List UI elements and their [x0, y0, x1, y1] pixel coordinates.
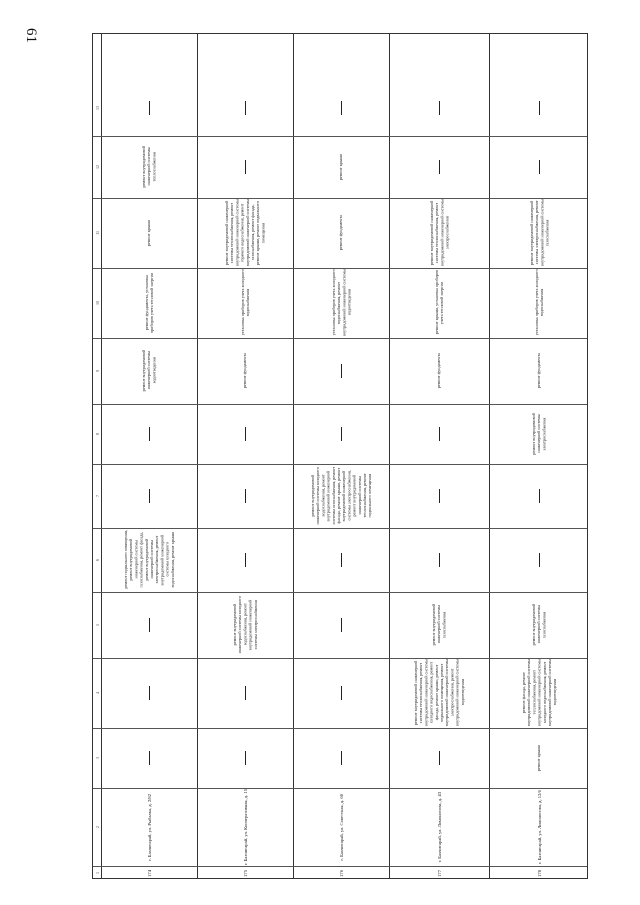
work-cell	[293, 338, 389, 404]
work-cell	[489, 404, 589, 464]
address-label: г. Бахчисарай, ул. Кооперативная, д. 15	[242, 789, 248, 865]
column-number-label: 5	[94, 624, 100, 626]
row-number-label: 177	[436, 869, 442, 877]
work-description: ремонт крыши, установка приборов учета тепловой энергии	[433, 270, 444, 336]
work-description: ремонт внутридомовой инженерной системы водоотведения	[141, 350, 157, 392]
column-number-label: 4	[94, 692, 100, 694]
work-cell	[293, 728, 389, 788]
row-number	[293, 866, 389, 880]
row-number	[101, 866, 197, 880]
work-cell	[197, 728, 293, 788]
column-number	[93, 268, 101, 338]
column-number-label: 3	[94, 757, 100, 759]
column-number	[93, 79, 101, 136]
column-number	[93, 464, 101, 528]
work-cell	[489, 528, 589, 592]
work-cell	[389, 528, 489, 592]
work-description: ремонт крыши	[146, 219, 152, 247]
empty-dash	[341, 618, 342, 632]
work-description: ремонт внутридомовой инженерной системы газоснабжения	[431, 604, 447, 646]
column-number	[93, 658, 101, 728]
column-number	[93, 338, 101, 404]
row-number-label: 175	[242, 869, 248, 877]
work-cell	[197, 658, 293, 728]
work-cell	[197, 404, 293, 464]
work-description: ремонт внутридомовой инженерной системы электроснабжения, ремонт внутридомовой инженерной системы газоснабжения	[528, 199, 550, 267]
work-cell	[389, 592, 489, 658]
address-label: г. Бахчисарай, ул. Советская, д. 60	[338, 793, 344, 861]
work-cell	[197, 464, 293, 528]
row-number	[197, 866, 293, 880]
empty-dash	[439, 553, 440, 567]
work-cell	[101, 728, 197, 788]
column-number-label: 11	[94, 231, 100, 235]
work-cell	[489, 268, 589, 338]
work-cell	[101, 136, 197, 198]
work-cell	[101, 404, 197, 464]
column-number-label: 2	[94, 826, 100, 828]
empty-dash	[245, 686, 246, 700]
work-description: ремонт внутридомовой инженерной системы теплоснабжения, ремонт внутридомовой инженерной системы холодного водоснабжения, ремонт фасада, ремонт крыши, ремонт подвального помещения, ремонт внутридомовой инженерной системы электроснабжения, ремонт внутридомовой инженерной системы водоотведения	[412, 659, 465, 727]
work-cell	[293, 268, 389, 338]
address-label: г. Бахчисарай, ул. Рыбалка, д. 2/82	[146, 793, 152, 861]
work-cell	[389, 136, 489, 198]
work-cell	[293, 198, 389, 268]
work-cell	[389, 79, 489, 136]
empty-dash	[149, 101, 150, 115]
empty-dash	[245, 553, 246, 567]
work-cell	[101, 268, 197, 338]
work-description: ремонт фундамента	[242, 353, 248, 389]
empty-dash	[245, 489, 246, 503]
address-cell	[197, 788, 293, 866]
column-number	[93, 198, 101, 268]
empty-dash	[341, 686, 342, 700]
rotated-table	[92, 33, 588, 879]
work-cell	[101, 592, 197, 658]
row-number	[389, 866, 489, 880]
empty-dash	[539, 160, 540, 174]
work-cell	[197, 198, 293, 268]
row-number-label: 174	[146, 869, 152, 877]
work-cell	[389, 198, 489, 268]
work-cell	[489, 338, 589, 404]
work-cell	[197, 528, 293, 592]
work-cell	[293, 528, 389, 592]
work-cell	[489, 658, 589, 728]
work-cell	[101, 528, 197, 592]
work-cell	[101, 658, 197, 728]
row-number-label: 178	[536, 869, 542, 877]
column-number	[93, 728, 101, 788]
row-number-label: 176	[338, 869, 344, 877]
column-number-label: 13	[94, 105, 100, 110]
work-cell	[293, 404, 389, 464]
work-description: ремонт внутридомовой инженерной системы теплоснабжения, ремонт внутридомовой инженерной системы электроснабжения	[428, 199, 450, 267]
work-description: ремонт крыши	[338, 153, 344, 181]
column-number-label: 8	[94, 433, 100, 435]
address-label: г. Бахчисарай, ул. Ломоносова, д. 43	[436, 791, 442, 863]
empty-dash	[439, 427, 440, 441]
page-number: 61	[23, 28, 39, 43]
address-cell	[389, 788, 489, 866]
column-number	[93, 136, 101, 198]
address-cell	[293, 788, 389, 866]
work-cell	[293, 464, 389, 528]
empty-dash	[149, 489, 150, 503]
empty-dash	[245, 751, 246, 765]
work-description: установка приборов учета холодного водоснабжения	[533, 270, 544, 336]
work-cell	[101, 338, 197, 404]
row-number	[489, 866, 589, 880]
work-description: ремонт внутридомовой инженерной системы газоснабжения	[531, 604, 547, 646]
empty-dash	[245, 160, 246, 174]
work-description: ремонт внутридомовой инженерной системы теплоснабжения	[141, 146, 157, 188]
work-description: ремонт внутридомовой инженерной системы холодного водоснабжения, ремонт внутридомовой инженерной системы электроснабжения	[231, 596, 258, 654]
work-cell	[293, 658, 389, 728]
column-number	[93, 788, 101, 866]
empty-dash	[539, 553, 540, 567]
work-description: ремонт фундамента, установка приборов учета тепловой энергии	[143, 272, 154, 334]
address-cell	[489, 788, 589, 866]
work-cell	[389, 404, 489, 464]
work-cell	[197, 136, 293, 198]
empty-dash	[341, 364, 342, 378]
work-cell	[389, 658, 489, 728]
column-number-label: 6	[94, 559, 100, 561]
column-number	[93, 404, 101, 464]
empty-dash	[245, 101, 246, 115]
work-cell	[489, 464, 589, 528]
work-cell	[197, 592, 293, 658]
address-cell	[101, 788, 197, 866]
work-cell	[101, 79, 197, 136]
work-cell	[197, 268, 293, 338]
empty-dash	[439, 751, 440, 765]
empty-dash	[439, 160, 440, 174]
column-number	[93, 528, 101, 592]
work-cell	[101, 464, 197, 528]
empty-dash	[149, 686, 150, 700]
column-number	[93, 592, 101, 658]
column-number-label: 10	[94, 301, 100, 305]
empty-dash	[341, 427, 342, 441]
work-description: установка приборов учета холодного водоснабжения	[239, 270, 250, 336]
work-cell	[293, 592, 389, 658]
work-cell	[293, 79, 389, 136]
work-cell	[489, 728, 589, 788]
empty-dash	[539, 489, 540, 503]
work-cell	[293, 136, 389, 198]
work-cell	[389, 464, 489, 528]
work-cell	[389, 268, 489, 338]
work-cell	[489, 136, 589, 198]
column-number	[93, 866, 101, 880]
empty-dash	[341, 751, 342, 765]
work-cell	[389, 728, 489, 788]
work-description: ремонт крыши	[536, 744, 542, 772]
work-cell	[197, 79, 293, 136]
work-cell	[197, 338, 293, 404]
work-cell	[489, 198, 589, 268]
column-number-label: 1	[94, 872, 100, 874]
empty-dash	[341, 101, 342, 115]
work-description: ремонт фундамента	[338, 215, 344, 251]
empty-dash	[539, 101, 540, 115]
work-description: ремонт внутридомовой инженерной системы электроснабжения	[531, 413, 547, 455]
work-description: ремонт подвального помещения, ремонт внутридомовой инженерной системы газоснабжения, ремонт фасада, ремонт внутридомовой инженерной системы электроснабжения, ремонт внутридомовой инженерной системы холодного водоснабжения, ремонт крыши	[122, 530, 175, 590]
empty-dash	[149, 618, 150, 632]
empty-dash	[149, 751, 150, 765]
column-number-label: 12	[94, 165, 100, 169]
work-description: ремонт фасада, ремонт внутридомовой инженерной системы теплоснабжения, ремонт внутридомовой инженерной системы холодного водоснабжения, ремонт внутридомовой инженерной системы водоотведения	[520, 659, 557, 727]
work-description: ремонт внутридомовой инженерной системы теплоснабжения, ремонт внутридомовой инженерной системы горячего водоснабжения, ремонт внутридомовой инженерной системы газоснабжения, ремонт фасада, ремонт крыши, ремонт подвального помещения	[224, 199, 266, 267]
work-cell	[489, 592, 589, 658]
column-number-label: 7	[94, 495, 100, 497]
empty-dash	[439, 101, 440, 115]
work-description: установка приборов учета холодного водоснабжения, ремонт внутридомовой инженерной системы водоотведения	[330, 269, 352, 337]
column-number-label: 9	[94, 370, 100, 372]
work-cell	[389, 338, 489, 404]
work-description: ремонт фундамента	[436, 353, 442, 389]
empty-dash	[341, 553, 342, 567]
empty-dash	[245, 427, 246, 441]
work-cell	[101, 198, 197, 268]
work-cell	[489, 79, 589, 136]
address-label: г. Бахчисарай, ул. Ломоносова, д. 12/б	[536, 790, 542, 864]
work-description: ремонт внутридомовой инженерной системы холодного водоснабжения, ремонт внутридомовой инженерной системы газоснабжения, ремонт фасада, ремонт крыши, ремонт внутридомовой инженерной системы электроснабжения, ремонт внутридомовой инженерной системы теплоснабжения, ремонт подвального помещения	[309, 467, 373, 525]
work-description: ремонт фундамента	[536, 353, 542, 389]
empty-dash	[439, 489, 440, 503]
empty-dash	[149, 427, 150, 441]
